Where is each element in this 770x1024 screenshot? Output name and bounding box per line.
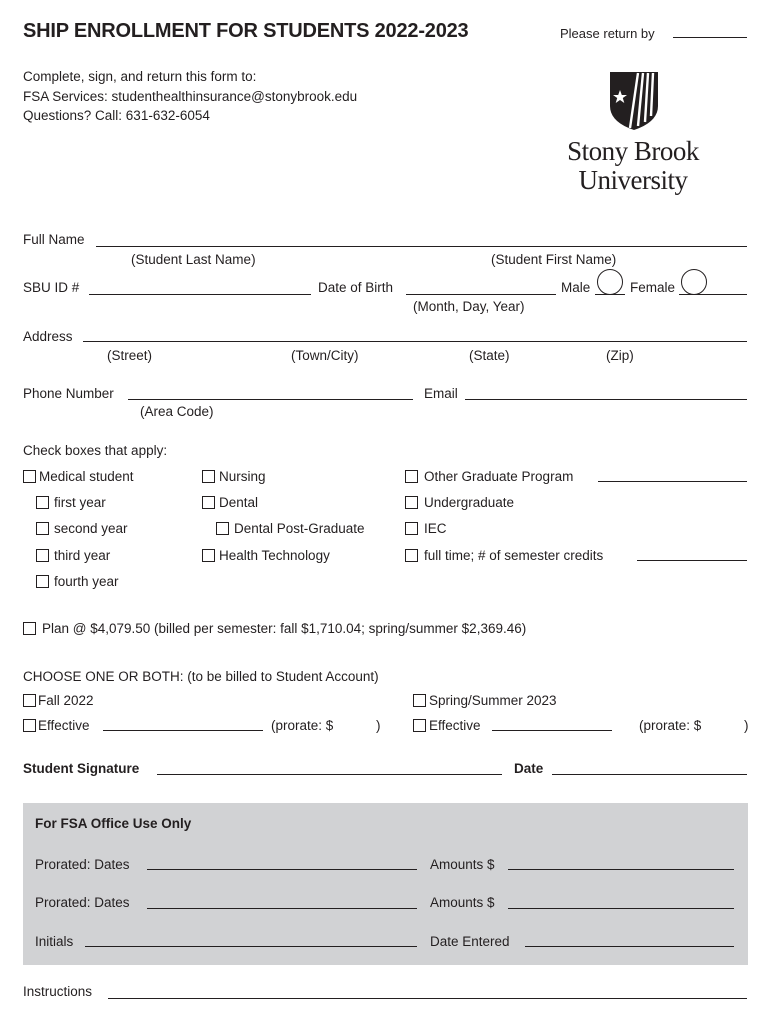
amounts-field-1[interactable] bbox=[508, 869, 734, 870]
prorated-dates-label-1: Prorated: Dates bbox=[35, 857, 130, 872]
dental-checkbox[interactable] bbox=[202, 496, 215, 509]
intro-line-3: Questions? Call: 631-632-6054 bbox=[23, 108, 210, 123]
third-year-checkbox[interactable] bbox=[36, 549, 49, 562]
full-time-label: full time; # of semester credits bbox=[424, 548, 604, 563]
prorated-dates-field-2[interactable] bbox=[147, 908, 417, 909]
amounts-field-2[interactable] bbox=[508, 908, 734, 909]
initials-label: Initials bbox=[35, 934, 74, 949]
fall-effective-label: Effective bbox=[38, 718, 90, 733]
date-entered-field[interactable] bbox=[525, 946, 734, 947]
first-name-hint: (Student First Name) bbox=[491, 252, 617, 267]
instructions-field[interactable] bbox=[108, 998, 747, 999]
dental-label: Dental bbox=[219, 495, 259, 510]
intro-line-2: FSA Services: studenthealthinsurance@stonybrook.edu bbox=[23, 89, 358, 104]
dental-pg-checkbox[interactable] bbox=[216, 522, 229, 535]
page-title: SHIP ENROLLMENT FOR STUDENTS 2022-2023 bbox=[23, 20, 469, 42]
full-time-checkbox[interactable] bbox=[405, 549, 418, 562]
fall-prorate-close: ) bbox=[376, 718, 381, 733]
first-year-checkbox[interactable] bbox=[36, 496, 49, 509]
area-code-hint: (Area Code) bbox=[140, 404, 214, 419]
plan-checkbox[interactable] bbox=[23, 622, 36, 635]
sbu-id-label: SBU ID # bbox=[23, 280, 80, 295]
fourth-year-label: fourth year bbox=[54, 574, 119, 589]
phone-field[interactable] bbox=[128, 399, 413, 400]
intro-line-1: Complete, sign, and return this form to: bbox=[23, 69, 257, 84]
male-radio[interactable] bbox=[597, 269, 623, 295]
other-grad-field[interactable] bbox=[598, 481, 747, 482]
amounts-label-1: Amounts $ bbox=[430, 857, 495, 872]
iec-label: IEC bbox=[424, 521, 447, 536]
medical-student-checkbox[interactable] bbox=[23, 470, 36, 483]
health-tech-label: Health Technology bbox=[219, 548, 330, 563]
last-name-hint: (Student Last Name) bbox=[131, 252, 256, 267]
zip-hint: (Zip) bbox=[606, 348, 634, 363]
female-label: Female bbox=[630, 280, 676, 295]
email-field[interactable] bbox=[465, 399, 747, 400]
iec-checkbox[interactable] bbox=[405, 522, 418, 535]
spring-label: Spring/Summer 2023 bbox=[429, 693, 557, 708]
health-tech-checkbox[interactable] bbox=[202, 549, 215, 562]
return-by-label: Please return by bbox=[560, 26, 655, 41]
dob-field[interactable] bbox=[406, 294, 556, 295]
amounts-label-2: Amounts $ bbox=[430, 895, 495, 910]
prorated-dates-field-1[interactable] bbox=[147, 869, 417, 870]
fall-prorate-label: (prorate: $ bbox=[271, 718, 334, 733]
logo-line-1: Stony Brook bbox=[567, 136, 699, 166]
fall-effective-field[interactable] bbox=[103, 730, 263, 731]
phone-label: Phone Number bbox=[23, 386, 114, 401]
address-label: Address bbox=[23, 329, 73, 344]
signature-date-label: Date bbox=[514, 761, 544, 776]
date-entered-label: Date Entered bbox=[430, 934, 510, 949]
spring-prorate-close: ) bbox=[744, 718, 749, 733]
prorated-dates-label-2: Prorated: Dates bbox=[35, 895, 130, 910]
full-name-field[interactable] bbox=[96, 246, 747, 247]
first-year-label: first year bbox=[54, 495, 106, 510]
spring-checkbox[interactable] bbox=[413, 694, 426, 707]
medical-student-label: Medical student bbox=[39, 469, 134, 484]
fourth-year-checkbox[interactable] bbox=[36, 575, 49, 588]
male-label: Male bbox=[561, 280, 591, 295]
spring-prorate-label: (prorate: $ bbox=[639, 718, 702, 733]
fall-checkbox[interactable] bbox=[23, 694, 36, 707]
signature-date-field[interactable] bbox=[552, 774, 747, 775]
initials-field[interactable] bbox=[85, 946, 417, 947]
dob-hint: (Month, Day, Year) bbox=[413, 299, 525, 314]
email-label: Email bbox=[424, 386, 458, 401]
plan-label: Plan @ $4,079.50 (billed per semester: fall $1,710.04; spring/summer $2,369.46) bbox=[42, 621, 527, 636]
undergrad-checkbox[interactable] bbox=[405, 496, 418, 509]
state-hint: (State) bbox=[469, 348, 510, 363]
nursing-label: Nursing bbox=[219, 469, 266, 484]
credits-field[interactable] bbox=[637, 560, 747, 561]
instructions-label: Instructions bbox=[23, 984, 93, 999]
office-heading: For FSA Office Use Only bbox=[35, 816, 192, 831]
dental-pg-label: Dental Post-Graduate bbox=[234, 521, 365, 536]
shield-icon bbox=[608, 70, 660, 135]
spring-effective-field[interactable] bbox=[492, 730, 612, 731]
logo-line-2: University bbox=[578, 165, 688, 195]
spring-effective-checkbox[interactable] bbox=[413, 719, 426, 732]
fall-effective-checkbox[interactable] bbox=[23, 719, 36, 732]
fall-label: Fall 2022 bbox=[38, 693, 94, 708]
street-hint: (Street) bbox=[107, 348, 153, 363]
spring-effective-label: Effective bbox=[429, 718, 481, 733]
billing-heading: CHOOSE ONE OR BOTH: (to be billed to Student Account) bbox=[23, 669, 379, 684]
address-field[interactable] bbox=[83, 341, 747, 342]
signature-label: Student Signature bbox=[23, 761, 140, 776]
signature-field[interactable] bbox=[157, 774, 502, 775]
female-radio[interactable] bbox=[681, 269, 707, 295]
other-grad-label: Other Graduate Program bbox=[424, 469, 574, 484]
other-grad-checkbox[interactable] bbox=[405, 470, 418, 483]
sbu-id-field[interactable] bbox=[89, 294, 311, 295]
town-hint: (Town/City) bbox=[291, 348, 359, 363]
return-by-field[interactable] bbox=[673, 37, 747, 38]
nursing-checkbox[interactable] bbox=[202, 470, 215, 483]
second-year-checkbox[interactable] bbox=[36, 522, 49, 535]
second-year-label: second year bbox=[54, 521, 128, 536]
dob-label: Date of Birth bbox=[318, 280, 394, 295]
undergrad-label: Undergraduate bbox=[424, 495, 515, 510]
check-boxes-heading: Check boxes that apply: bbox=[23, 443, 168, 458]
full-name-label: Full Name bbox=[23, 232, 85, 247]
third-year-label: third year bbox=[54, 548, 111, 563]
